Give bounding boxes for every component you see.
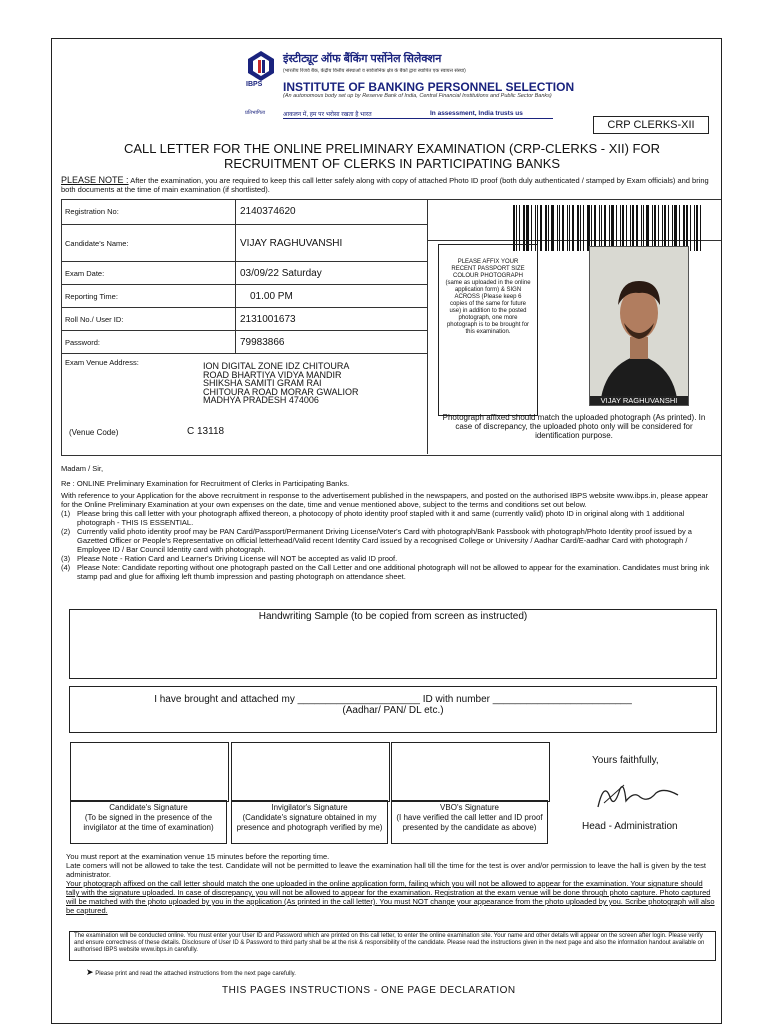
barcode [513, 205, 705, 251]
please-note [61, 176, 716, 194]
footer-notes [66, 852, 716, 915]
id-declaration-types: (Aadhar/ PAN/ DL etc.) [342, 705, 444, 716]
venue-line: ROAD BHARTIYA VIDYA MANDIR [203, 369, 342, 380]
barcode-bar [569, 205, 570, 251]
please-note-text: After the examination, you are required to keep this call letter safely along with copy of attached Photo ID proof (both duly authenticated / stamped by Exam officials) and bring both documents at the time of main examination (if shortlisted). [61, 176, 709, 194]
barcode-bar [567, 205, 568, 251]
barcode-bar [630, 205, 631, 251]
info-divider [427, 199, 428, 454]
reg-value: 2140374620 [240, 206, 296, 217]
barcode-bar [551, 205, 554, 251]
barcode-bar [686, 205, 688, 251]
intro-paragraph: With reference to your Application for the above recruitment in response to the advertisement published in the newspapers, and posted on the authorised IBPS website www.ibps.in, please appear for the Online Preliminary Examination at your own expenses on the date, time and venue mentioned above, subject to the terms and conditions set out below. [61, 491, 709, 509]
photo-instructions: PLEASE AFFIX YOUR RECENT PASSPORT SIZE COLOUR PHOTOGRAPH (same as uploaded in the online application form) & SIGN ACROSS (Please keep 6 copies of the same for future use) in addition to the posted photograph, one more photograph is to be brought for this examination. [445, 259, 531, 335]
barcode-bar [557, 205, 558, 251]
candidate-signature-label [70, 800, 227, 844]
venue-line: ION DIGITAL ZONE IDZ CHITOURA [203, 361, 350, 371]
barcode-bar [616, 205, 617, 251]
password-value: 79983866 [240, 336, 285, 348]
photo-caption: VIJAY RAGHUVANSHI [590, 396, 688, 405]
barcode-bar [700, 205, 701, 251]
late-note: Late comers will not be allowed to take the test. Candidate will not be permitted to leave the examination hall till the time for the test is over and/or permission to leave the hall is given by the test administrator. [66, 861, 706, 879]
point-number: (2) [61, 527, 71, 536]
handwriting-sample-box[interactable] [69, 609, 717, 679]
header-divider [283, 118, 553, 119]
invigilator-signature-box[interactable] [231, 742, 390, 802]
barcode-bar [643, 205, 644, 251]
barcode-bar [587, 205, 590, 251]
barcode-bar [562, 205, 564, 251]
head-administration: Head - Administration [582, 821, 678, 832]
title-line-2: RECRUITMENT OF CLERKS IN PARTICIPATING BANKS [223, 156, 561, 171]
barcode-bar [599, 205, 600, 251]
venue-line: SHIKSHA SAMITI GRAM RAI [203, 378, 322, 388]
photo-warning: Your photograph affixed on the call letter should match the one uploaded in the online application form, failing which you will not be allowed to appear for the examination. Your signature should tally with the signature uploaded. In case of discrepancy, you will not be allowed to appear for the examination. Registration at the exam venue will be done through photo capture. Photo captured will be matched with the photo uploaded by you in the application (As printed in the call letter). You must NOT change your appearance from the photo uploaded by you. Scribe photograph will also be captured. [66, 879, 715, 915]
photo-note: Photograph affixed should match the uploaded photograph (As printed). In case of discrepancy, the uploaded photo only will be considered for identification purpose. [442, 413, 706, 440]
barcode-bar [662, 205, 663, 251]
candidate-signature-sub: (To be signed in the presence of the invigilator at the time of examination) [83, 813, 214, 832]
barcode-bar [591, 205, 592, 251]
photo-instructions-box [438, 244, 538, 416]
id-declaration-box[interactable] [69, 686, 717, 733]
tagline-english: In assessment, India trusts us [430, 110, 523, 117]
barcode-bar [632, 205, 634, 251]
date-label: Exam Date: [61, 262, 236, 284]
venue-line: CHITOURA ROAD MORAR GWALIOR [203, 386, 359, 397]
barcode-bar [577, 205, 579, 251]
barcode-bar [641, 205, 642, 251]
reg-label: Registration No: [61, 199, 236, 224]
barcode-bar [646, 205, 649, 251]
logo-subtext: प्रतिभागिता [245, 110, 266, 116]
ibps-logo [248, 51, 274, 91]
barcode-bar [583, 205, 584, 251]
barcode-bar [601, 205, 602, 251]
barcode-bar [609, 205, 610, 251]
barcode-bar [674, 205, 677, 251]
roll-value: 2131001673 [240, 313, 296, 325]
re-line: Re : ONLINE Preliminary Examination for Recruitment of Clerks in Participating Banks. [61, 479, 350, 488]
please-note-label: PLEASE NOTE : [61, 175, 129, 185]
barcode-bar [654, 205, 656, 251]
barcode-bar [636, 205, 638, 251]
vbo-signature-sub: (I have verified the call letter and ID proof presented by the candidate as above) [396, 813, 543, 832]
name-label: Candidate's Name: [61, 225, 236, 261]
barcode-bar [540, 205, 542, 251]
vbo-signature-box[interactable] [391, 742, 550, 802]
barcode-bar [696, 205, 698, 251]
venue-code: C 13118 [187, 426, 225, 437]
print-note-text: Please print and read the attached instructions from the next page carefully. [95, 971, 296, 977]
barcode-bar [580, 205, 581, 251]
barcode-bar [611, 205, 614, 251]
barcode-bar [604, 205, 606, 251]
barcode-bar [664, 205, 666, 251]
barcode-bar [594, 205, 596, 251]
candidate-signature-title: Candidate's Signature [109, 803, 188, 812]
arrow-icon: ➤ [86, 967, 94, 977]
report-note: You must report at the examination venue 15 minutes before the reporting time. [66, 852, 330, 861]
barcode-bar [559, 205, 560, 251]
call-letter-page [51, 38, 722, 1024]
point-text: Currently valid photo identity proof may be PAN Card/Passport/Permanent Driving License/Voter's Card with photograph/Bank Passbook with photograph/Photo Identity proof issued by a Gazetted Officer or People's Representative on official letterhead/Valid recent Identity Card issued by a recognised College or University / Aadhar Card/E-aadhar Card with photograph / Employee ID / Bar Council Identity card with photograph. [77, 527, 692, 554]
password-label: Password: [61, 331, 236, 353]
point-text: Please bring this call letter with your photograph affixed thereon, a photocopy of photo identity proof stapled with it and same (currently valid) photo ID in original along with 1 additional photograph - THIS IS ESSENTIAL. [77, 509, 685, 527]
vbo-signature-title: VBO's Signature [440, 803, 499, 812]
barcode-bar [690, 205, 691, 251]
handwriting-label: Handwriting Sample (to be copied from screen as instructed) [258, 611, 528, 622]
invigilator-signature-title: Invigilator's Signature [271, 803, 348, 812]
org-subtitle: (An autonomous body set up by Reserve Bank of India, Central Financial Institutions and Public Sector Banks) [283, 93, 552, 99]
point-number: (3) [61, 554, 71, 563]
info-table [61, 199, 427, 454]
cut-footer-text: THIS PAGES INSTRUCTIONS - ONE PAGE DECLARATION [222, 985, 516, 993]
document-title [112, 141, 672, 171]
time-label: Reporting Time: [61, 285, 236, 307]
id-declaration-line: I have brought and attached my ______________________ ID with number _________________________ [154, 694, 632, 705]
org-name-hindi: इंस्टीट्यूट ऑफ बैंकिंग पर्सोनेल सिलेक्शन [283, 53, 442, 65]
salutation: Madam / Sir, [61, 464, 104, 473]
print-note [86, 969, 296, 978]
barcode-bar [620, 205, 621, 251]
tagline-hindi: आकलन में, हम पर भरोसा रखता है भारत [283, 112, 372, 118]
point-text: Please Note - Ration Card and Learner's Driving License will NOT be accepted as valid ID proof. [77, 554, 398, 563]
barcode-bar [626, 205, 627, 251]
barcode-bar [672, 205, 673, 251]
barcode-bar [668, 205, 669, 251]
invigilator-signature-sub: (Candidate's signature obtained in my presence and photograph verified by me) [236, 813, 383, 832]
roll-label: Roll No./ User ID: [61, 308, 236, 330]
time-value: 01.00 PM [250, 290, 293, 302]
point-number: (4) [61, 563, 71, 572]
barcode-bar [548, 205, 549, 251]
candidate-signature-box[interactable] [70, 742, 229, 802]
point-text: Please Note: Candidate reporting without one photograph pasted on the Call Letter and one additional photograph will not be allowed to appear for the examination. Candidates must bring ink stamp pad and glue for affixing left thumb impression and pasting photograph on attendance sheet. [77, 563, 710, 581]
barcode-bar [694, 205, 695, 251]
exam-code-box: CRP CLERKS-XII [593, 116, 709, 134]
venue-code-label: (Venue Code) [69, 428, 119, 437]
invigilator-signature-label [231, 800, 388, 844]
point-number: (1) [61, 509, 71, 518]
title-line-1: CALL LETTER FOR THE ONLINE PRELIMINARY EXAMINATION (CRP-CLERKS - XII) FOR [124, 141, 660, 156]
venue-address [203, 362, 359, 405]
date-value: 03/09/22 Saturday [240, 267, 322, 279]
barcode-bar [658, 205, 659, 251]
org-name: INSTITUTE OF BANKING PERSONNEL SELECTION [283, 80, 575, 94]
name-value: VIJAY RAGHUVANSHI [240, 237, 343, 249]
candidate-photo [589, 246, 689, 406]
barcode-bar [652, 205, 653, 251]
barcode-bar [679, 205, 680, 251]
barcode-bar [572, 205, 574, 251]
letter-body [61, 464, 716, 581]
barcode-bar [622, 205, 624, 251]
org-sub-hindi: (भारतीय रिजर्व बैंक, केंद्रीय वित्तीय संस्थाओं व सार्वजनिक क्षेत्र के बैंकों द्वारा स्थापित एक स्वायत्त संस्था) [283, 68, 466, 74]
logo-text: IBPS [246, 81, 263, 88]
yours-faithfully: Yours faithfully, [592, 755, 659, 766]
venue-line: MADHYA PRADESH 474006 [203, 395, 319, 405]
online-exam-notice: The examination will be conducted online. You must enter your User ID and Password which are printed on this call letter, to enter the online examination site. Your name and other details will appear on the screen after login. Please verify and ensure correctness of these details. Disclosure of User ID & Password to third party shall be at the risk & responsibility of the candidate. Please read the instructions given in the next page and also the information handout available on authorised IBPS website www.ibps.in carefully. [69, 931, 716, 961]
barcode-bar [683, 205, 685, 251]
admin-signature [594, 777, 684, 818]
vbo-signature-label [391, 800, 548, 844]
venue-label: Exam Venue Address: [65, 358, 139, 367]
barcode-bar [545, 205, 547, 251]
